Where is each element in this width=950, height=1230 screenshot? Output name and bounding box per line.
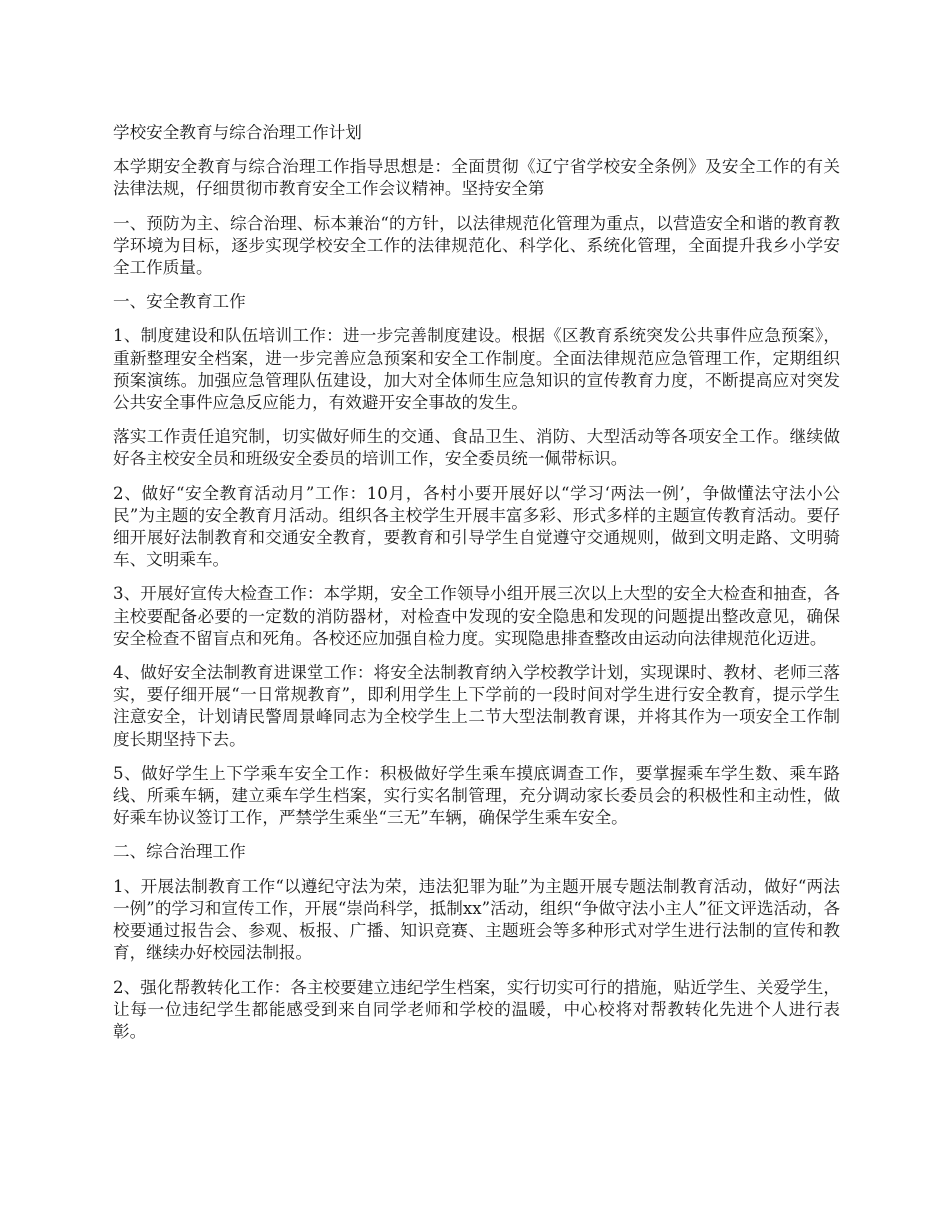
section-heading-safety-education: 一、安全教育工作 xyxy=(113,292,246,312)
safety-item-2: 2、做好“安全教育活动月”工作：10月，各村小要开展好以“学习‘两法一例’，争做懂法守法小公民”为主题的安全教育月活动。组织各主校学生开展丰富多彩、形式多样的主题宣传教育活动。要仔细开展好法制教育和交通安全教育，要教育和引导学生自觉遵守交通规则，做到文明走路、文明骑车、文明乘车。 xyxy=(113,483,840,570)
governance-item-1: 1、开展法制教育工作“以遵纪守法为荣，违法犯罪为耻”为主题开展专题法制教育活动，做好“两法一例”的学习和宣传工作，开展“崇尚科学，抵制xx”活动，组织“争做守法小主人”征文评选活动，各校要通过报告会、参观、板报、广播、知识竞赛、主题班会等多种形式对学生进行法制的宣传和教育，继续办好校园法制报。 xyxy=(113,876,840,963)
principle-paragraph: 一、预防为主、综合治理、标本兼治“的方针，以法律规范化管理为重点，以营造安全和谐的教育教学环境为目标，逐步实现学校安全工作的法律规范化、科学化、系统化管理，全面提升我乡小学安全工作质量。 xyxy=(113,213,840,278)
document-title: 学校安全教育与综合治理工作计划 xyxy=(113,123,362,142)
safety-item-4: 4、做好安全法制教育进课堂工作：将安全法制教育纳入学校教学计划，实现课时、教材、老师三落实，要仔细开展“一日常规教育”，即利用学生上下学前的一段时间对学生进行安全教育，提示学生注意安全，计划请民警周景峰同志为全校学生上二节大型法制教育课，并将其作为一项安全工作制度长期坚持下去。 xyxy=(113,663,840,749)
safety-item-5: 5、做好学生上下学乘车安全工作：积极做好学生乘车摸底调查工作，要掌握乘车学生数、乘车路线、所乘车辆，建立乘车学生档案，实行实名制管理，充分调动家长委员会的积极性和主动性，做好乘车协议签订工作，严禁学生乘坐“三无”车辆，确保学生乘车安全。 xyxy=(113,763,840,828)
section-heading-comprehensive-governance: 二、综合治理工作 xyxy=(113,842,246,862)
governance-item-2: 2、强化帮教转化工作：各主校要建立违纪学生档案，实行切实可行的措施，贴近学生、关爱学生，让每一位违纪学生都能感受到来自同学老师和学校的温暖，中心校将对帮教转化先进个人进行表彰。 xyxy=(113,977,840,1041)
document-page xyxy=(113,122,840,1055)
intro-paragraph: 本学期安全教育与综合治理工作指导思想是：全面贯彻《辽宁省学校安全条例》及安全工作的有关法律法规，仔细贯彻市教育安全工作会议精神。坚持安全第 xyxy=(113,157,840,199)
safety-item-1: 1、制度建设和队伍培训工作：进一步完善制度建设。根据《区教育系统突发公共事件应急预案》，重新整理安全档案，进一步完善应急预案和安全工作制度。全面法律规范应急管理工作，定期组织预案演练。加强应急管理队伍建设，加大对全体师生应急知识的宣传教育力度，不断提高应对突发公共安全事件应急反应能力，有效避开安全事故的发生。 xyxy=(113,326,840,413)
safety-item-responsibility: 落实工作责任追究制，切实做好师生的交通、食品卫生、消防、大型活动等各项安全工作。继续做好各主校安全员和班级安全委员的培训工作，安全委员统一佩带标识。 xyxy=(113,427,840,469)
safety-item-3: 3、开展好宣传大检查工作：本学期，安全工作领导小组开展三次以上大型的安全大检查和抽查，各主校要配备必要的一定数的消防器材，对检查中发现的安全隐患和发现的问题提出整改意见，确保安全检查不留盲点和死角。各校还应加强自检力度。实现隐患排查整改由运动向法律规范化迈进。 xyxy=(113,584,840,648)
